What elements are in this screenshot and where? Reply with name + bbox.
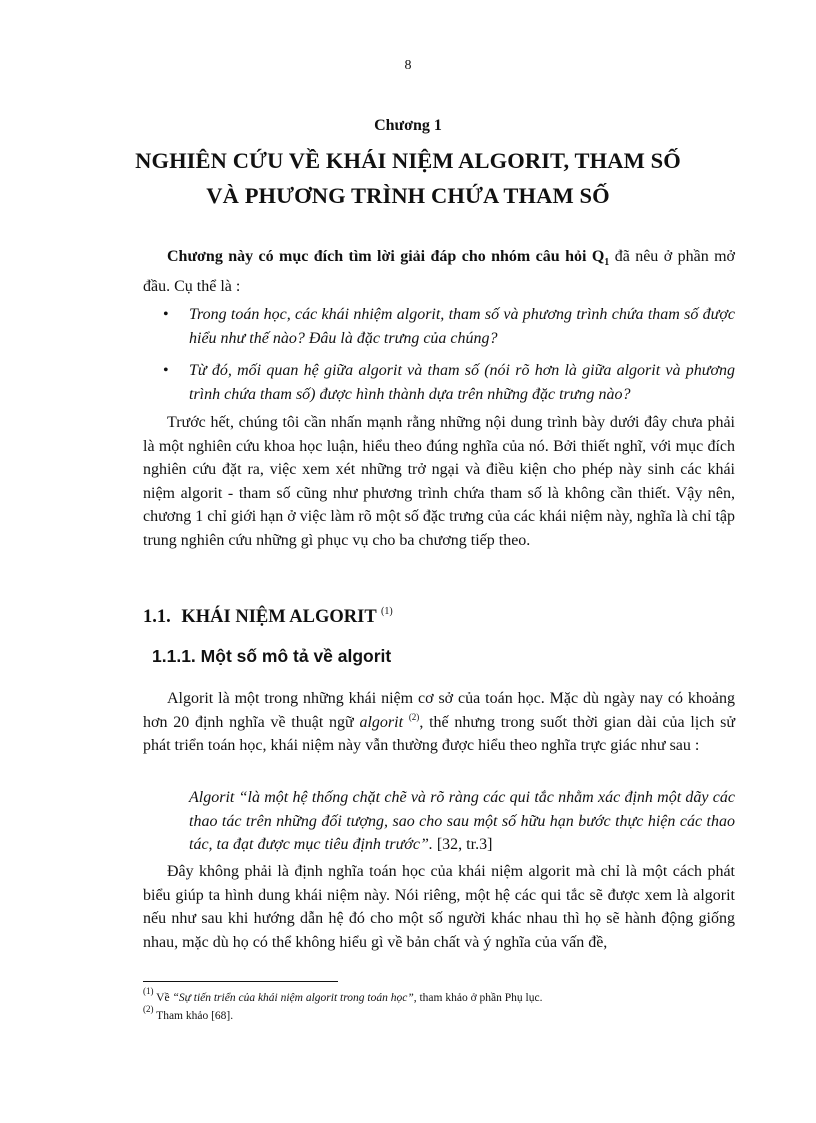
bullet-icon: • xyxy=(163,362,169,379)
quote-citation: [32, tr.3] xyxy=(432,836,493,853)
italic-term: algorit xyxy=(359,713,404,731)
footnote-1: $^{(1)}$ Về “Sự tiến triển của khái niệm algorit trong toán học”, tham khảo ở phần Phụ lục. xyxy=(143,986,543,1004)
chapter-title: NGHIÊN CỨU VỀ KHÁI NIỆM ALGORIT, THAM SỐ VÀ PHƯƠNG TRÌNH CHỨA THAM SỐ xyxy=(135,148,681,208)
list-item: • Trong toán học, các khái nhiệm algorit, tham số và phương trình chứa tham số được hiểu như thế nào? Đâu là đặc trưng của chúng? xyxy=(143,303,735,350)
subsection-title: Một số mô tả về algorit xyxy=(200,646,392,666)
chapter-label: Chương 1 xyxy=(374,117,442,134)
footnote-divider xyxy=(143,981,338,982)
intro-subscript: 1 xyxy=(604,257,610,269)
intro-bold-text: Chương này có mục đích tìm lời giải đáp cho nhóm câu hỏi Q xyxy=(167,248,605,265)
section-title: KHÁI NIỆM ALGORIT xyxy=(181,607,377,627)
question-list xyxy=(143,303,735,415)
list-item: • Từ đó, mối quan hệ giữa algorit và tham số (nói rõ hơn là giữa algorit và phương trình chứa tham số) được hình thành dựa trên những đặc trưng nào? xyxy=(143,359,735,406)
quote-text: Algorit “là một hệ thống chặt chẽ và rõ ràng các qui tắc nhằm xác định một dãy các thao tác trên những đối tượng, sao cho sau một số hữu hạn bước thực hiện các thao tác, ta đạt được mục tiêu định trước”. xyxy=(189,789,735,853)
section-number: 1.1. xyxy=(143,607,171,627)
intro-rest-text: đã nêu ở phần mở đầu. Cụ thể là : xyxy=(143,248,736,295)
bullet-icon: • xyxy=(163,306,169,323)
intro-paragraph xyxy=(143,245,735,298)
subsection-number: 1.1.1. xyxy=(152,646,196,666)
paragraph-3: Đây không phải là định nghĩa toán học của khái niệm algorit mà chỉ là một cách phát biểu giúp ta hình dung khái niệm này. Nói riêng, một hệ các qui tắc sẽ được xem là algorit nếu như sau khi hướng dẫn hệ đó cho một số người khác nhau thì họ sẽ hành động giống nhau, mặc dù họ có thể không hiểu gì về bản chất và ý nghĩa của vấn đề, xyxy=(143,863,735,951)
paragraph-1: Trước hết, chúng tôi cần nhấn mạnh rằng những nội dung trình bày dưới đây chưa phải là một nghiên cứu khoa học luận, hiểu theo đúng nghĩa của nó. Bởi thiết nghĩ, với mục đích nghiên cứu đặt ra, việc xem xét những trở ngại và điều kiện cho phép này sinh các khái niệm algorit - tham số cũng như phương trình chứa tham số là không cần thiết. Vậy nên, chương 1 chỉ giới hạn ở việc làm rõ một số đặc trưng của các khái niệm này, nghĩa là chỉ tập trung nghiên cứu những gì phục vụ cho ba chương tiếp theo. xyxy=(143,414,735,549)
section-note-ref: (1) xyxy=(380,606,393,617)
footnote-2: $^{(2)}$ Tham khảo [68]. xyxy=(143,1004,234,1022)
page-number: 8 xyxy=(404,58,412,73)
subsection-heading xyxy=(152,646,391,667)
definition-quote xyxy=(189,786,735,857)
footnote-ref: (2) xyxy=(408,711,420,722)
paragraph-2: Algorit là một trong những khái niệm cơ sở của toán học. Mặc dù ngày nay có khoảng hơn 20 định nghĩa về thuật ngữ algorit $^{(2)}$, thế nhưng trong suốt thời gian dài của lịch sử phát triển toán học, khái niệm này vẫn thường được hiểu theo nghĩa trực giác như sau : xyxy=(143,690,736,754)
section-heading xyxy=(143,606,393,628)
